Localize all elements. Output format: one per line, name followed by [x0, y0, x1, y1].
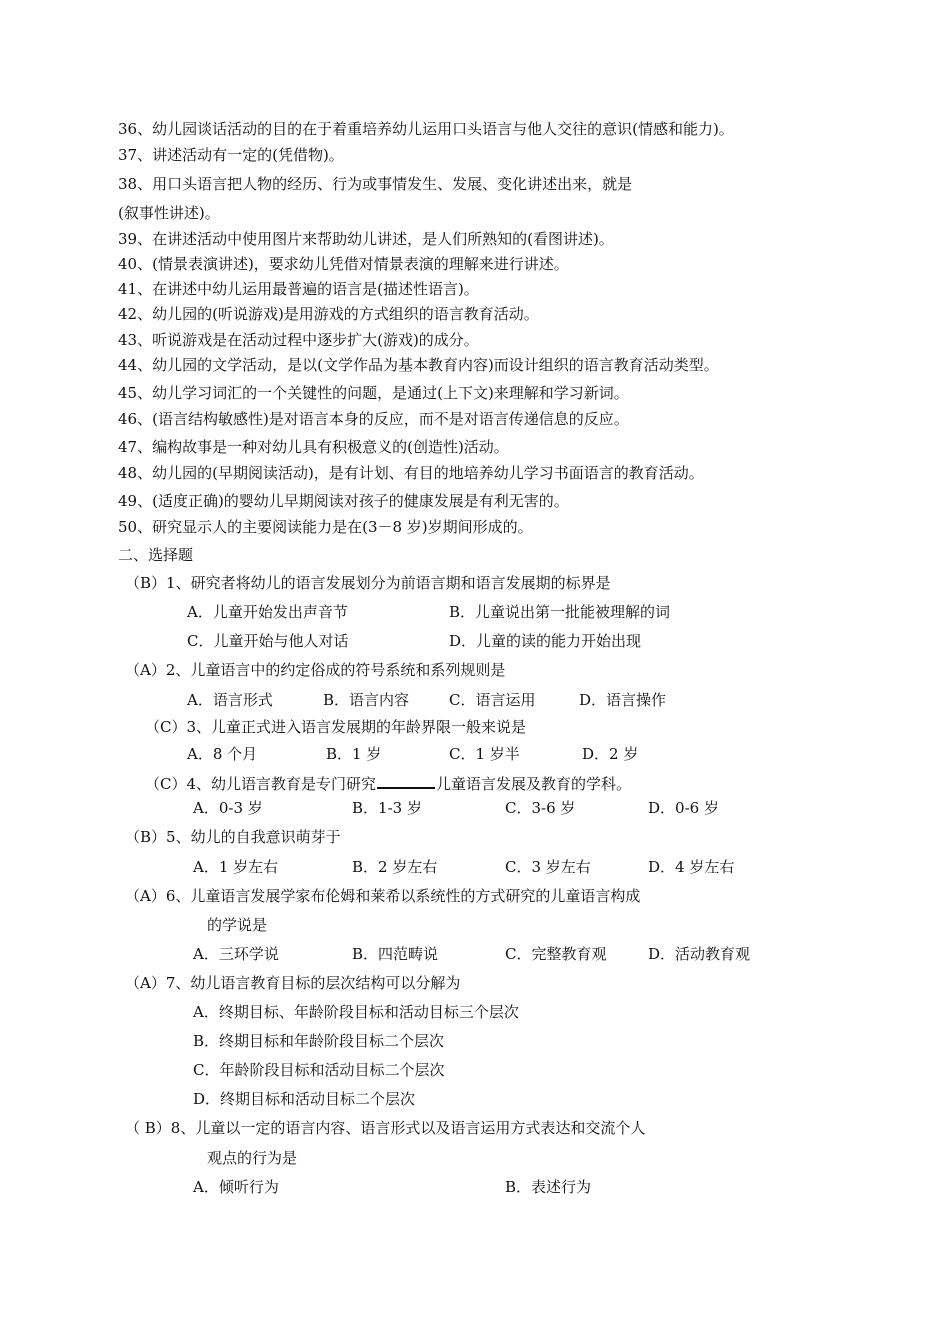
item-48: 48、幼儿园的(早期阅读活动)，是有计划、有目的地培养幼儿学习书面语言的教育活动。	[118, 464, 704, 482]
q8-option-a: A．倾听行为	[193, 1178, 279, 1196]
question-3: （C）3、儿童正式进入语言发展期的年龄界限一般来说是	[145, 718, 527, 736]
item-50: 50、研究显示人的主要阅读能力是在(3－8 岁)岁期间形成的。	[118, 518, 533, 536]
q6-option-b: B．四范畴说	[352, 945, 439, 963]
q5-option-a: A．1 岁左右	[193, 858, 279, 876]
q5-option-d: D．4 岁左右	[648, 858, 735, 876]
q5-option-b: B．2 岁左右	[352, 858, 438, 876]
q2-option-a: A．语言形式	[187, 691, 273, 709]
q4-option-d: D．0-6 岁	[648, 799, 719, 817]
item-46: 46、(语言结构敏感性)是对语言本身的反应，而不是对语言传递信息的反应。	[118, 410, 629, 428]
question-6-cont: 的学说是	[207, 916, 268, 934]
item-37: 37、讲述活动有一定的(凭借物)。	[118, 146, 344, 164]
question-4	[145, 771, 631, 791]
q7-option-d: D．终期目标和活动目标二个层次	[193, 1090, 416, 1108]
question-7: （A）7、幼儿语言教育目标的层次结构可以分解为	[125, 974, 461, 992]
q3-option-a: A．8 个月	[187, 745, 258, 763]
q6-option-d: D．活动教育观	[648, 945, 751, 963]
item-44: 44、幼儿园的文学活动，是以(文学作品为基本教育内容)而设计组织的语言教育活动类型。	[118, 356, 719, 374]
question-8: （ B）8、儿童以一定的语言内容、语言形式以及语言运用方式表达和交流个人	[125, 1119, 646, 1137]
item-40: 40、(情景表演讲述)，要求幼儿凭借对情景表演的理解来进行讲述。	[118, 255, 569, 273]
q4-stem-post: 儿童语言发展及教育的学科。	[436, 775, 632, 793]
question-5: （B）5、幼儿的自我意识萌芽于	[125, 828, 341, 846]
q1-option-a: A．儿童开始发出声音节	[187, 603, 348, 621]
q7-option-c: C．年龄阶段目标和活动目标二个层次	[193, 1061, 445, 1079]
q8-option-b: B．表述行为	[505, 1178, 592, 1196]
item-38-cont: (叙事性讲述)。	[118, 204, 220, 222]
q4-option-a: A．0-3 岁	[193, 799, 263, 817]
question-1: （B）1、研究者将幼儿的语言发展划分为前语言期和语言发展期的标界是	[125, 574, 611, 592]
q5-option-c: C．3 岁左右	[505, 858, 591, 876]
q4-option-b: B．1-3 岁	[352, 799, 422, 817]
item-43: 43、听说游戏是在活动过程中逐步扩大(游戏)的成分。	[118, 331, 479, 349]
item-47: 47、编构故事是一种对幼儿具有积极意义的(创造性)活动。	[118, 438, 509, 456]
q4-blank	[377, 771, 435, 789]
item-39: 39、在讲述活动中使用图片来帮助幼儿讲述，是人们所熟知的(看图讲述)。	[118, 230, 614, 248]
item-45: 45、幼儿学习词汇的一个关键性的问题，是通过(上下文)来理解和学习新词。	[118, 384, 629, 402]
item-36: 36、幼儿园谈话活动的目的在于着重培养幼儿运用口头语言与他人交往的意识(情感和能力)。	[118, 120, 734, 138]
q1-option-d: D．儿童的读的能力开始出现	[449, 632, 642, 650]
q6-option-c: C．完整教育观	[505, 945, 607, 963]
q4-option-c: C．3-6 岁	[505, 799, 576, 817]
item-49: 49、(适度正确)的婴幼儿早期阅读对孩子的健康发展是有利无害的。	[118, 492, 569, 510]
q2-option-d: D．语言操作	[579, 691, 667, 709]
q3-option-c: C．1 岁半	[449, 745, 520, 763]
question-2: （A）2、儿童语言中的约定俗成的符号系统和系列规则是	[125, 661, 506, 679]
question-6: （A）6、儿童语言发展学家布伦姆和莱希以系统性的方式研究的儿童语言构成	[125, 887, 641, 905]
section-title: 二、选择题	[118, 546, 194, 564]
q7-option-b: B．终期目标和年龄阶段目标二个层次	[193, 1032, 445, 1050]
q1-option-c: C．儿童开始与他人对话	[187, 632, 349, 650]
q1-option-b: B．儿童说出第一批能被理解的词	[449, 603, 671, 621]
q4-stem-pre: （C）4、幼儿语言教育是专门研究	[145, 775, 377, 793]
q7-option-a: A．终期目标、年龄阶段目标和活动目标三个层次	[193, 1003, 519, 1021]
q3-option-d: D．2 岁	[582, 745, 639, 763]
q3-option-b: B．1 岁	[326, 745, 382, 763]
item-42: 42、幼儿园的(听说游戏)是用游戏的方式组织的语言教育活动。	[118, 305, 539, 323]
question-8-cont: 观点的行为是	[207, 1149, 298, 1167]
q2-option-c: C．语言运用	[449, 691, 536, 709]
q2-option-b: B．语言内容	[323, 691, 410, 709]
item-38: 38、用口头语言把人物的经历、行为或事情发生、发展、变化讲述出来，就是	[118, 175, 633, 193]
q6-option-a: A．三环学说	[193, 945, 279, 963]
item-41: 41、在讲述中幼儿运用最普遍的语言是(描述性语言)。	[118, 280, 479, 298]
